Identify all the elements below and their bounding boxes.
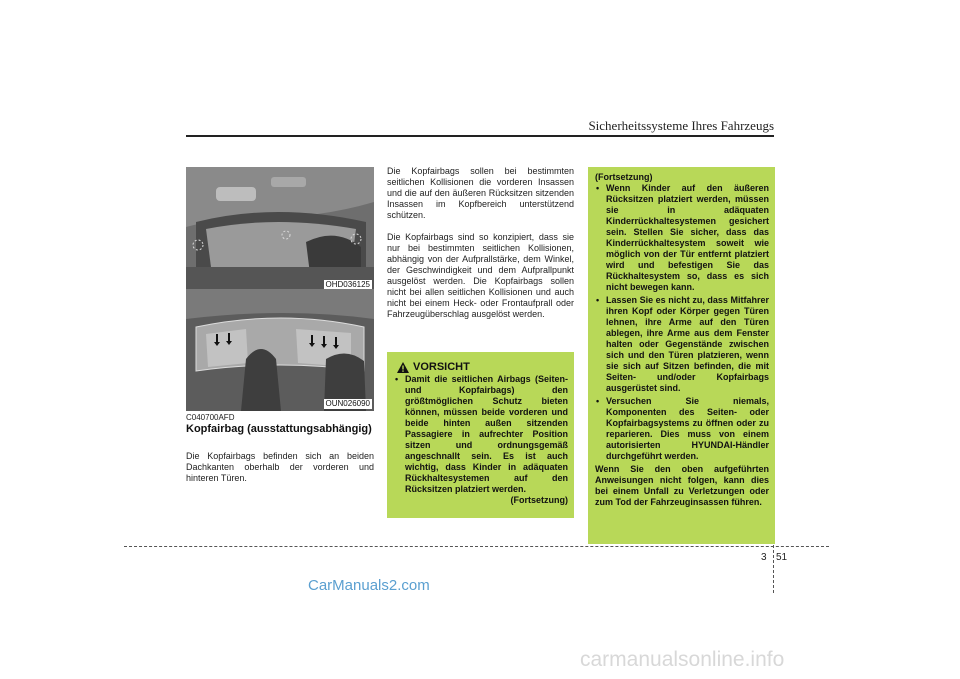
page-vertical-rule [773, 545, 774, 593]
continued-label: (Fortsetzung) [595, 172, 653, 182]
caution-continued: (Fortsetzung) [510, 495, 568, 505]
chapter-number: 3 [761, 552, 767, 563]
paragraph-2: Die Kopfairbags sind so konzipiert, dass sie nur bei bestimmten seitlichen Kollisionen, abhängig von der Aufprallstärke, dem Winkel, der Geschwindigkeit und dem Aufprallpunkt ausgelöst werden. Die Kopfairbags sollen nicht bei allen seitlichen Kollisionen und auch nicht bei einem Heck- oder Frontaufprall oder Fahrzeugüberschlag ausgelöst werden. [387, 232, 574, 319]
warning-bullet-3: • Versuchen Sie niemals, Komponenten des Seiten- oder Kopfairbagsystems zu öffnen oder zu reparieren. Dies muss von einem autorisierten HYUNDAI-Händler durchgeführt werden. [595, 396, 769, 462]
page-number-value: 51 [776, 552, 788, 563]
section-intro: Die Kopfairbags befinden sich an beiden Dachkanten oberhalb der vorderen und hinteren Türen. [186, 451, 374, 483]
caution-title: VORSICHT [413, 361, 470, 373]
section-title: Kopfairbag (ausstattungsabhängig) [186, 423, 372, 435]
roof-interior-illustration [186, 167, 374, 292]
warning-bullet-2: • Lassen Sie es nicht zu, dass Mitfahrer ihren Kopf oder Körper gegen Türen lehnen, ihre Arme auf den Türen ablegen, ihre Arme aus dem Fenster halten oder Gegenstände zwischen sich und den Türen platzieren, wenn sie sich auf Sitzen befinden, die mit Seiten- und/oder Kopfairbags ausgerüstet sind. [595, 295, 769, 394]
photo-curtain-airbags [186, 289, 374, 411]
section-code: C040700AFD [186, 413, 235, 422]
watermark-carmanualsonline[interactable]: carmanualsonline.info [580, 648, 785, 671]
column-2 [387, 166, 574, 320]
curtain-airbag-illustration [186, 289, 374, 411]
header-rule [186, 135, 774, 137]
caution-box [387, 352, 574, 518]
page-number [761, 552, 788, 563]
paragraph-1: Die Kopfairbags sollen bei bestimmten seitlichen Kollisionen die vorderen Insassen und die auf den äußeren Rücksitzen sitzenden Insassen im Kopfbereich unterstützend schützen. [387, 166, 574, 220]
caution-header [397, 361, 568, 373]
warning-closing: Wenn Sie den oben aufgeführten Anweisungen nicht folgen, kann dies bei einem Unfall zu Verletzungen oder zum Tod der Fahrzeuginsassen führen. [595, 464, 769, 507]
warning-continued-box [588, 167, 775, 544]
photo-code-2: OUN026090 [325, 399, 370, 408]
page-rule [124, 546, 829, 547]
header-title: Sicherheitssysteme Ihres Fahrzeugs [588, 118, 774, 133]
warning-icon [397, 362, 409, 373]
warning-bullet-1: • Wenn Kinder auf den äußeren Rücksitzen platziert werden, müssen sie in adäquaten Kinderrückhaltesystemen gesichert sein. Stellen Sie sicher, dass das Kinderrückhaltesystem soweit wie möglich von der Tür entfernt platziert wird und befestigen Sie das Rückhaltesystem so, dass es sich nicht bewegen kann. [595, 183, 769, 293]
photo-code-1: OHD036125 [325, 280, 370, 289]
photo-roof-interior [186, 167, 374, 292]
watermark-carmanuals2[interactable]: CarManuals2.com [308, 577, 430, 594]
caution-bullet: • Damit die seitlichen Airbags (Seiten- und Kopfairbags) den größtmöglichen Schutz bieten können, müssen beide vorderen und beide hinten außen sitzenden Passagiere in aufrechter Position sitzen und ordnungsgemäß angeschnallt sein. Es ist auch wichtig, dass Kinder in adäquaten Rückhaltesystemen auf den Rücksitzen platziert werden. [394, 374, 568, 495]
